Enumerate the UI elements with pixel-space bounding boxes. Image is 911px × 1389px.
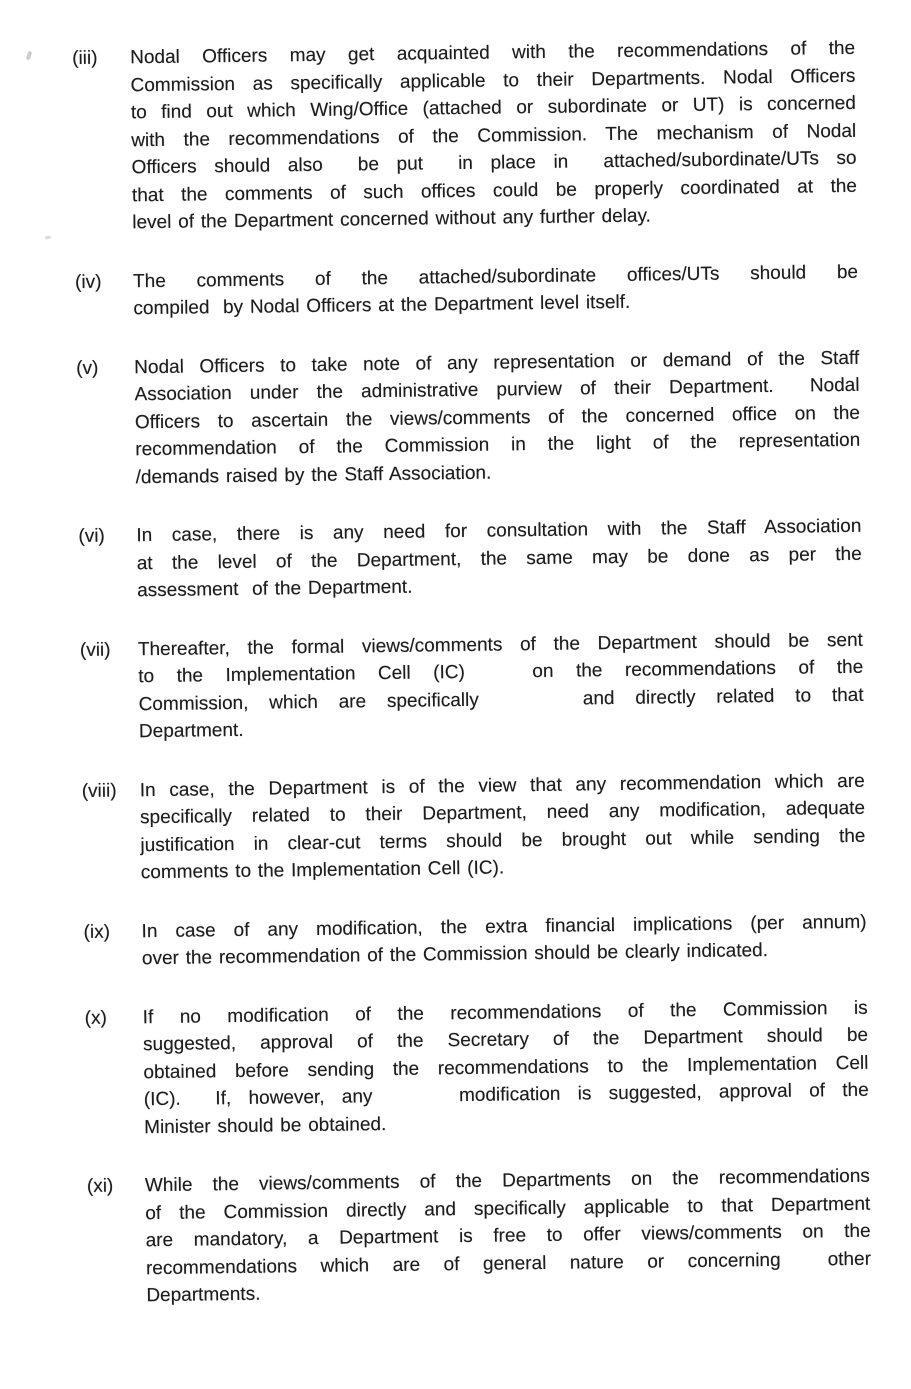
text-line: compiled by Nodal Officers at the Department level itself. <box>133 291 631 320</box>
list-item <box>10 767 911 889</box>
text-line: Nodal Officers may get acquainted with the recommendations of the <box>130 37 856 69</box>
text-line: Association under the administrative purview of their Department. Nodal <box>134 374 860 406</box>
text-line: In case of any modification, the extra financial implications (per annum) <box>141 911 867 942</box>
text-line: obtained before sending the recommendations to the Implementation Cell <box>143 1052 869 1083</box>
text-line: recommendation of the Commission in the light of the representation <box>135 429 861 461</box>
list-item-text <box>133 258 859 322</box>
list-item <box>0 34 911 238</box>
text-line: Minister should be obtained. <box>144 1113 387 1138</box>
list-item-text <box>141 908 867 972</box>
text-line: suggested, approval of the Secretary of the Department should be <box>142 1024 869 1056</box>
list-item <box>13 993 911 1142</box>
text-line: Officers to ascertain the views/comments of the concerned office on the <box>134 402 861 433</box>
list-item <box>8 626 911 748</box>
list-item-number: (v) <box>76 357 99 379</box>
text-line: to the Implementation Cell (IC) on the recommendations of the <box>138 656 864 688</box>
text-line: /demands raised by the Staff Association. <box>135 462 492 488</box>
text-line: Commission, which are specifically and directly related to that <box>138 684 864 715</box>
text-line: assessment of the Department. <box>137 576 413 602</box>
text-line: at the level of the Department, the same may be done as per the <box>136 543 862 574</box>
list-item-text <box>136 513 862 605</box>
text-line: level of the Department concerned without any further delay. <box>132 205 652 234</box>
text-line: that the comments of such offices could be properly coordinated at the <box>131 175 858 206</box>
list-item-number: (iv) <box>74 271 102 293</box>
text-line: with the recommendations of the Commission. The mechanism of Nodal <box>131 120 857 151</box>
list-item-number: (vi) <box>78 525 105 548</box>
text-line: In case, there is any need for consultation with the Staff Association <box>136 515 862 547</box>
document-list <box>0 34 911 1311</box>
text-line: In case, the Department is of the view that any recommendation which are <box>139 770 865 801</box>
list-item-text <box>140 767 866 886</box>
list-item-number: (viii) <box>81 780 117 802</box>
list-item <box>4 344 911 493</box>
list-item-number: (xi) <box>86 1175 114 1197</box>
list-item <box>6 512 911 606</box>
text-line: (IC). If, however, any modification is suggested, approval of the <box>143 1079 869 1111</box>
text-line: While the views/comments of the Departments on the recommendations <box>144 1165 871 1197</box>
text-line: If no modification of the recommendations of the Commission is <box>142 997 868 1028</box>
text-line: Nodal Officers to take note of any representation or demand of the Staff <box>134 347 860 378</box>
list-item-text <box>145 1163 872 1310</box>
text-line: Thereafter, the formal views/comments of the Department should be sent <box>137 629 863 660</box>
text-line: justification in clear-cut terms should be brought out while sending the <box>140 825 866 856</box>
list-item-text <box>130 35 857 237</box>
list-item <box>11 908 911 975</box>
text-line: Commission as specifically applicable to their Departments. Nodal Officers <box>130 65 856 96</box>
text-line: are mandatory, a Department is free to offer views/comments on the <box>145 1220 871 1252</box>
text-line: to find out which Wing/Office (attached or subordinate or UT) is concerned <box>130 92 856 124</box>
list-item <box>15 1162 911 1311</box>
list-item-number: (x) <box>84 1007 108 1029</box>
list-item-text <box>134 344 861 491</box>
text-line: of the Commission directly and specifically applicable to that Department <box>145 1193 871 1224</box>
list-item-text <box>143 994 870 1141</box>
list-item-number: (vii) <box>79 639 111 661</box>
text-line: Departments. <box>146 1283 261 1307</box>
list-item-number: (ix) <box>83 921 111 943</box>
text-line: comments to the Implementation Cell (IC). <box>140 857 505 884</box>
text-line: Officers should also be put in place in attached/subordinate/UTs so <box>131 147 857 179</box>
text-line: The comments of the attached/subordinate offices/UTs should be <box>132 261 859 292</box>
list-item-text <box>138 626 864 745</box>
text-line: recommendations which are of general nature or concerning other <box>145 1248 872 1279</box>
text-line: specifically related to their Department, need any modification, adequate <box>139 797 866 829</box>
list-item-number: (iii) <box>72 47 98 70</box>
text-line: over the recommendation of the Commission should be clearly indicated. <box>141 940 769 970</box>
text-line: Department. <box>138 719 244 743</box>
list-item <box>3 258 911 325</box>
